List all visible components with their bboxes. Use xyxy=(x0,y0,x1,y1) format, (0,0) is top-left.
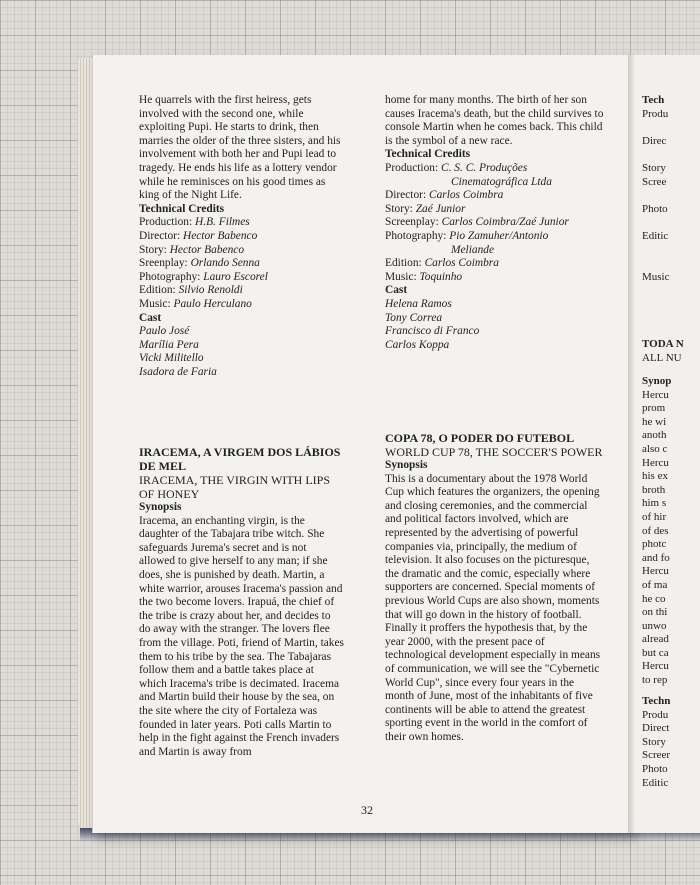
synopsis-text: This is a documentary about the 1978 World Cup which features the organizers, the opening and closing ceremonies, and the commercial and political factors involved, which are represented by the advertising of powerful companies via, principally, the medium of television. It also focuses on the picturesque, the dramatic and the comic, especially where supporters are concerned. Special moments of previous World Cups are also shown, moments that will go down in the history of football. Finally it proffers the hypothesis that, by the year 2000, with the present pace of technological development especially in means of communication, we will see the "Cybernetic World Cup", since every four years in the month of June, most of the inhabitants of five continents will be able to attend the greatest sporting event in the world in the comfort of their own homes. xyxy=(385,472,601,743)
cast-member: Tony Correa xyxy=(385,311,443,324)
intro-paragraph: He quarrels with the first heiress, gets involved with the second one, while exploiting Pupi. He starts to drink, then marries the older of the three sisters, and his involvement with both her and Pupi lead to tragedy. He ends his life as a lottery vendor while he reminisces on his good times as king of the Night Life. xyxy=(139,94,341,202)
copa-section xyxy=(385,431,605,744)
credit-line: Photography: Pio Zamuher/Antonio xyxy=(385,229,549,242)
credit-line: Music: Toquinho xyxy=(385,270,463,283)
credits-heading: Technical Credits xyxy=(139,202,225,215)
iracema-section xyxy=(139,445,344,759)
cast-member: Marília Pera xyxy=(139,338,199,351)
credit-line: Edition: Carlos Coimbra xyxy=(385,257,499,270)
cast-member: Carlos Koppa xyxy=(385,338,450,351)
cast-member: Isadora de Faria xyxy=(139,365,217,378)
credits-list xyxy=(139,216,344,311)
right-column xyxy=(385,94,605,352)
credits-heading: Technical Credits xyxy=(385,148,471,161)
cast-member: Helena Ramos xyxy=(385,297,452,310)
film-title-english: WORLD CUP 78, THE SOCCER'S POWER xyxy=(385,445,603,459)
credit-line: Story: Hector Babenco xyxy=(139,243,245,256)
cast-member: Paulo José xyxy=(139,325,190,338)
cast-member: Francisco di Franco xyxy=(385,325,480,338)
continued-paragraph: home for many months. The birth of her son causes Iracema's death, but the child survives to console Martin when he comes back. This child is the symbol of a new race. xyxy=(385,94,604,147)
credit-line-continued: Cinematográfica Ltda xyxy=(451,175,552,188)
next-page-fragment xyxy=(634,55,700,833)
credits-list xyxy=(385,162,605,284)
film-title-english: IRACEMA, THE VIRGIN WITH LIPS OF HONEY xyxy=(139,473,330,501)
next-page-title: TODA N ALL NU xyxy=(642,338,684,364)
next-page-body: Synop Hercu prom he wi anoth also c Hercu his ex broth him s of hir of des photc and fo Hercu of ma he co on thi unwo alread but ca Hercu to rep xyxy=(642,375,672,687)
cast-heading: Cast xyxy=(385,284,408,297)
film-title-portuguese: IRACEMA, A VIRGEM DOS LÁBIOS DE MEL xyxy=(139,445,341,473)
credit-line: Director: Hector Babenco xyxy=(139,229,258,242)
credit-line: Screenplay: Carlos Coimbra/Zaé Junior xyxy=(385,216,569,229)
credit-line: Sreenplay: Orlando Senna xyxy=(139,257,260,270)
cast-list xyxy=(139,325,344,379)
cast-member: Vicki Militello xyxy=(139,352,204,365)
book-page xyxy=(92,55,633,833)
page-number: 32 xyxy=(361,803,373,817)
synopsis-heading: Synopsis xyxy=(139,501,182,513)
credit-line: Photography: Lauro Escorel xyxy=(139,270,268,283)
next-page-top-lines: Tech Produ Direc Story Scree Photo Editic Music xyxy=(642,94,670,283)
credit-line: Director: Carlos Coimbra xyxy=(385,189,504,202)
left-column xyxy=(139,94,344,379)
credit-line-continued: Meliande xyxy=(451,243,495,256)
credit-line: Story: Zaé Junior xyxy=(385,202,466,215)
film-title-portuguese: COPA 78, O PODER DO FUTEBOL xyxy=(385,431,575,445)
credit-line: Edition: Silvio Renoldi xyxy=(139,284,243,297)
next-page-credits: Techn Produ Direct Story Screer Photo Editic xyxy=(642,695,671,789)
synopsis-text: Iracema, an enchanting virgin, is the daughter of the Tabajara tribe witch. She safeguards Jurema's secret and is not allowed to give herself to any man; if she does, she is punished by death. Martin, a white warrior, arouses Iracema's passion and the two become lovers. Irapuá, the chief of the tribe is crazy about her, and decides to do away with the stranger. The lovers flee from the village. Poti, friend of Martin, takes them to his tribe by the sea. The Tabajaras follow them and a battle takes place at which Iracema's tribe is decimated. Iracema and Martin build their house by the sea, on the site where the city of Fortaleza was founded in later years. Poti calls Martin to help in the fight against the French invaders and Martin is away from xyxy=(139,514,344,758)
credit-line: Production: C. S. C. Produções xyxy=(385,161,528,174)
cast-list xyxy=(385,298,605,352)
credit-line: Production: H.B. Filmes xyxy=(139,216,250,229)
synopsis-heading: Synopsis xyxy=(385,459,428,471)
cast-heading: Cast xyxy=(139,311,162,324)
credit-line: Music: Paulo Herculano xyxy=(139,297,252,310)
